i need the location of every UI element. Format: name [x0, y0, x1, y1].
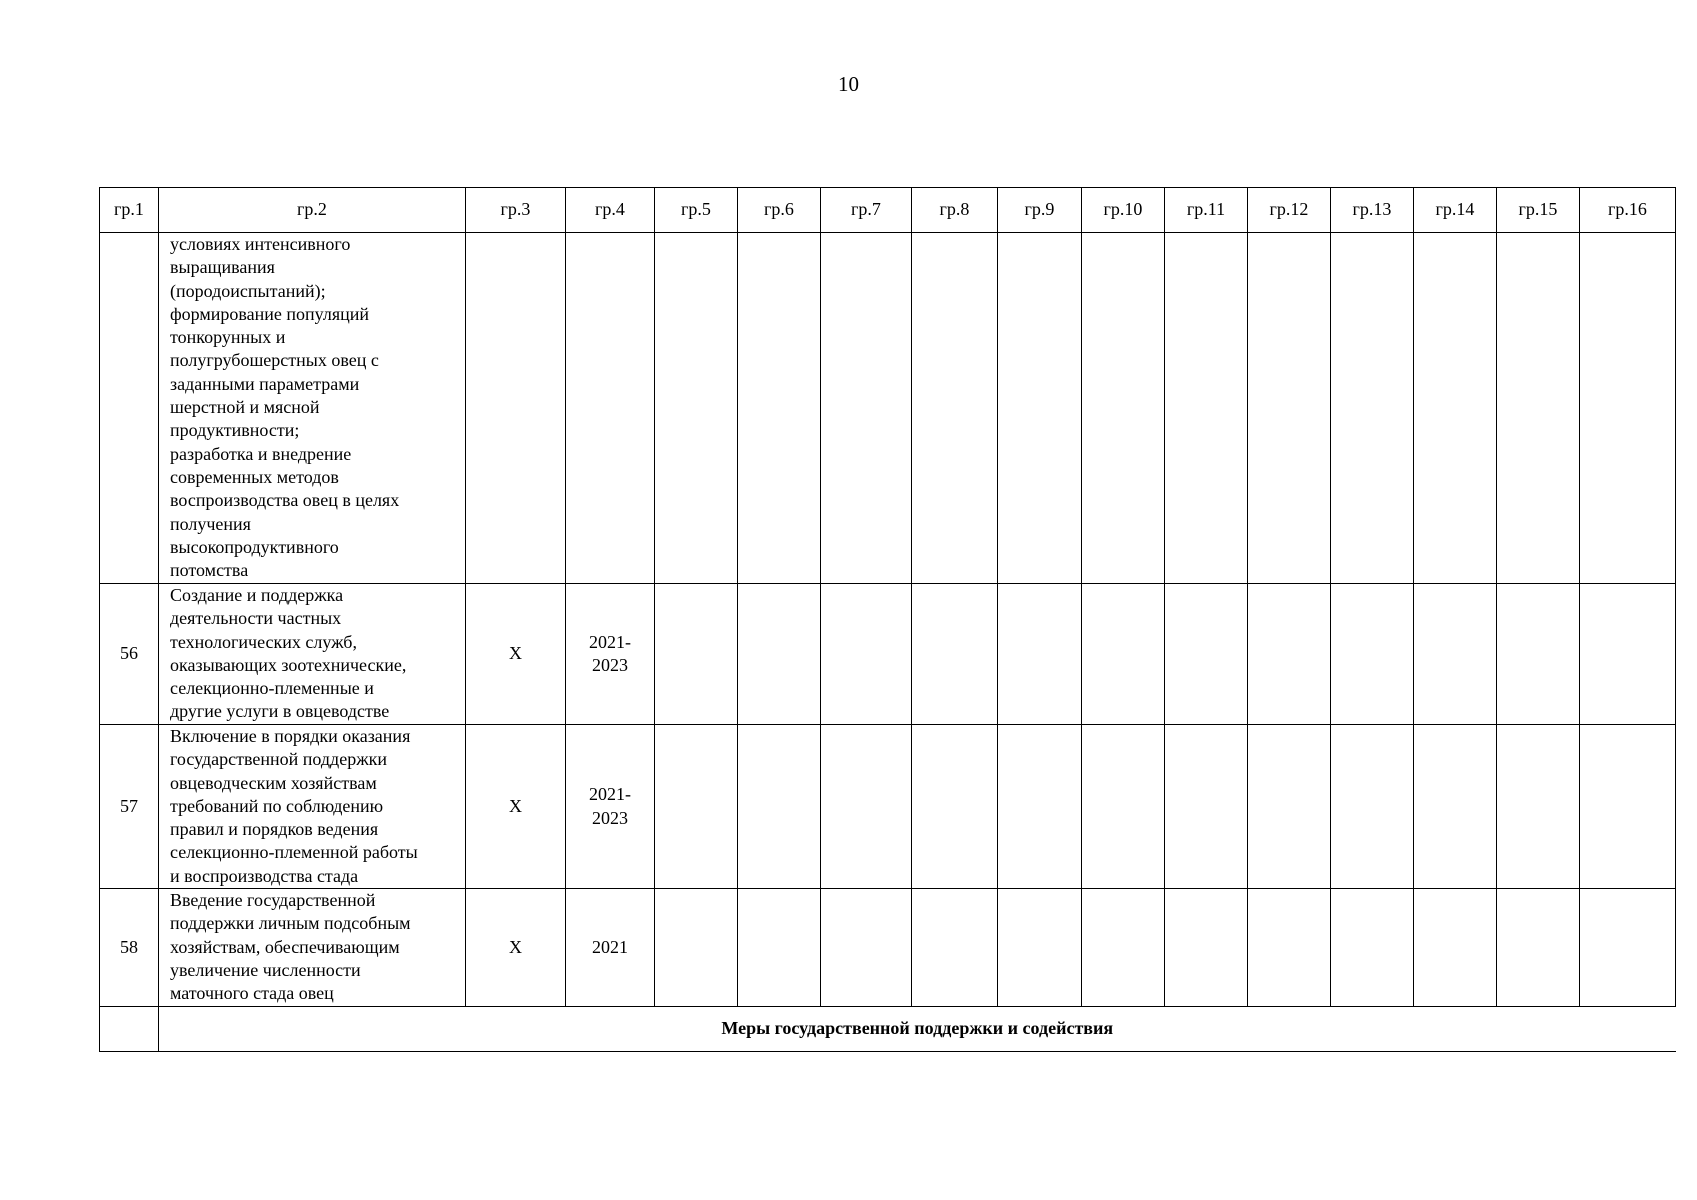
row-period — [566, 584, 655, 725]
description-line: условиях интенсивного — [170, 234, 351, 254]
description-line: селекционно-племенные и — [170, 678, 374, 699]
description-line: выращивания — [170, 257, 275, 278]
row-description — [159, 233, 466, 584]
description-line: заданными параметрами — [170, 373, 360, 394]
row-period — [566, 725, 655, 889]
description-line: Создание и поддержка — [170, 585, 344, 605]
description-line: овцеводческим хозяйствам — [170, 772, 377, 793]
row-number: 58 — [100, 889, 159, 1006]
empty-cell — [912, 233, 998, 584]
description-line: государственной поддержки — [170, 749, 388, 770]
empty-cell — [821, 725, 912, 889]
row-description — [159, 725, 466, 889]
empty-cell — [821, 233, 912, 584]
period-line: 2021 — [592, 936, 628, 957]
column-header: гр.15 — [1497, 188, 1580, 233]
row-number: 56 — [100, 584, 159, 725]
description-line: деятельности частных — [170, 608, 342, 629]
section-row — [100, 1006, 1676, 1051]
column-header: гр.6 — [738, 188, 821, 233]
empty-cell — [821, 584, 912, 725]
empty-cell — [1414, 584, 1497, 725]
column-header: гр.2 — [159, 188, 466, 233]
column-header: гр.11 — [1165, 188, 1248, 233]
description-line: другие услуги в овцеводстве — [170, 701, 390, 722]
row-period — [566, 233, 655, 584]
row-period — [566, 889, 655, 1006]
description-line: и воспроизводства стада — [170, 865, 359, 886]
column-header: гр.16 — [1580, 188, 1676, 233]
column-header: гр.4 — [566, 188, 655, 233]
column-header: гр.1 — [100, 188, 159, 233]
empty-cell — [998, 233, 1082, 584]
empty-cell — [1497, 584, 1580, 725]
description-line: высокопродуктивного — [170, 536, 339, 557]
description-line: разработка и внедрение — [170, 443, 352, 464]
header-row — [100, 188, 1676, 233]
row-description — [159, 584, 466, 725]
description-line: Включение в порядки оказания — [170, 726, 411, 746]
description-line: Введение государственной — [170, 890, 376, 911]
description-line: воспроизводства овец в целях — [170, 490, 400, 511]
description-line: маточного стада овец — [170, 983, 334, 1004]
empty-cell — [1248, 584, 1331, 725]
description-line: правил и порядков ведения — [170, 819, 379, 840]
empty-cell — [1497, 233, 1580, 584]
description-line: получения — [170, 513, 251, 534]
empty-cell — [655, 233, 738, 584]
empty-cell — [1414, 725, 1497, 889]
empty-cell — [738, 584, 821, 725]
empty-cell — [1497, 889, 1580, 1006]
empty-cell — [1165, 584, 1248, 725]
description-line: технологических служб, — [170, 631, 357, 652]
empty-cell — [998, 584, 1082, 725]
description-line: продуктивности; — [170, 420, 300, 441]
empty-cell — [912, 584, 998, 725]
empty-cell — [821, 889, 912, 1006]
description-line: оказывающих зоотехнические, — [170, 654, 407, 675]
empty-cell — [655, 584, 738, 725]
empty-cell — [1414, 889, 1497, 1006]
table-row — [100, 889, 1676, 1006]
empty-cell — [738, 889, 821, 1006]
table-row — [100, 233, 1676, 584]
description-line: современных методов — [170, 466, 339, 487]
description-line: требований по соблюдению — [170, 795, 384, 816]
row-col3: Х — [466, 725, 566, 889]
description-line: увеличение численности — [170, 959, 361, 980]
empty-cell — [655, 889, 738, 1006]
empty-cell — [1331, 233, 1414, 584]
empty-cell — [1082, 233, 1165, 584]
empty-cell — [1331, 725, 1414, 889]
section-title: Меры государственной поддержки и содействия — [159, 1006, 1676, 1051]
description-line: селекционно-племенной работы — [170, 842, 418, 863]
empty-cell — [738, 233, 821, 584]
plan-table — [99, 187, 1676, 1052]
description-line: потомства — [170, 560, 249, 581]
empty-cell — [1580, 584, 1676, 725]
column-header: гр.3 — [466, 188, 566, 233]
empty-cell — [1580, 725, 1676, 889]
period-line: 2021- — [589, 784, 631, 805]
empty-cell — [998, 889, 1082, 1006]
column-header: гр.10 — [1082, 188, 1165, 233]
empty-cell — [1497, 725, 1580, 889]
empty-cell — [1248, 725, 1331, 889]
description-line: поддержки личным подсобным — [170, 913, 411, 934]
column-header: гр.5 — [655, 188, 738, 233]
empty-cell — [1082, 725, 1165, 889]
period-line: 2023 — [592, 655, 628, 675]
row-col3: Х — [466, 889, 566, 1006]
empty-cell — [1248, 889, 1331, 1006]
description-line: формирование популяций — [170, 303, 370, 324]
row-number — [100, 233, 159, 584]
section-row-number-cell — [100, 1006, 159, 1051]
row-col3: Х — [466, 584, 566, 725]
page-number: 10 — [838, 72, 859, 96]
description-line: полугрубошерстных овец с — [170, 350, 379, 371]
description-line: шерстной и мясной — [170, 397, 320, 418]
column-header: гр.13 — [1331, 188, 1414, 233]
column-header: гр.14 — [1414, 188, 1497, 233]
empty-cell — [738, 725, 821, 889]
empty-cell — [1082, 889, 1165, 1006]
row-number: 57 — [100, 725, 159, 889]
period-line: 2021- — [589, 631, 631, 652]
empty-cell — [1580, 889, 1676, 1006]
column-header: гр.9 — [998, 188, 1082, 233]
empty-cell — [1580, 233, 1676, 584]
empty-cell — [1165, 889, 1248, 1006]
column-header: гр.12 — [1248, 188, 1331, 233]
row-description — [159, 889, 466, 1006]
empty-cell — [1414, 233, 1497, 584]
column-header: гр.7 — [821, 188, 912, 233]
table-row — [100, 584, 1676, 725]
row-col3 — [466, 233, 566, 584]
empty-cell — [1331, 584, 1414, 725]
empty-cell — [655, 725, 738, 889]
empty-cell — [912, 725, 998, 889]
empty-cell — [1165, 233, 1248, 584]
empty-cell — [1248, 233, 1331, 584]
description-line: тонкорунных и — [170, 327, 286, 348]
empty-cell — [998, 725, 1082, 889]
empty-cell — [1331, 889, 1414, 1006]
column-header: гр.8 — [912, 188, 998, 233]
empty-cell — [1082, 584, 1165, 725]
empty-cell — [912, 889, 998, 1006]
description-line: хозяйствам, обеспечивающим — [170, 936, 400, 957]
period-line: 2023 — [592, 807, 628, 828]
empty-cell — [1165, 725, 1248, 889]
description-line: (породоиспытаний); — [170, 280, 326, 301]
table-row — [100, 725, 1676, 889]
